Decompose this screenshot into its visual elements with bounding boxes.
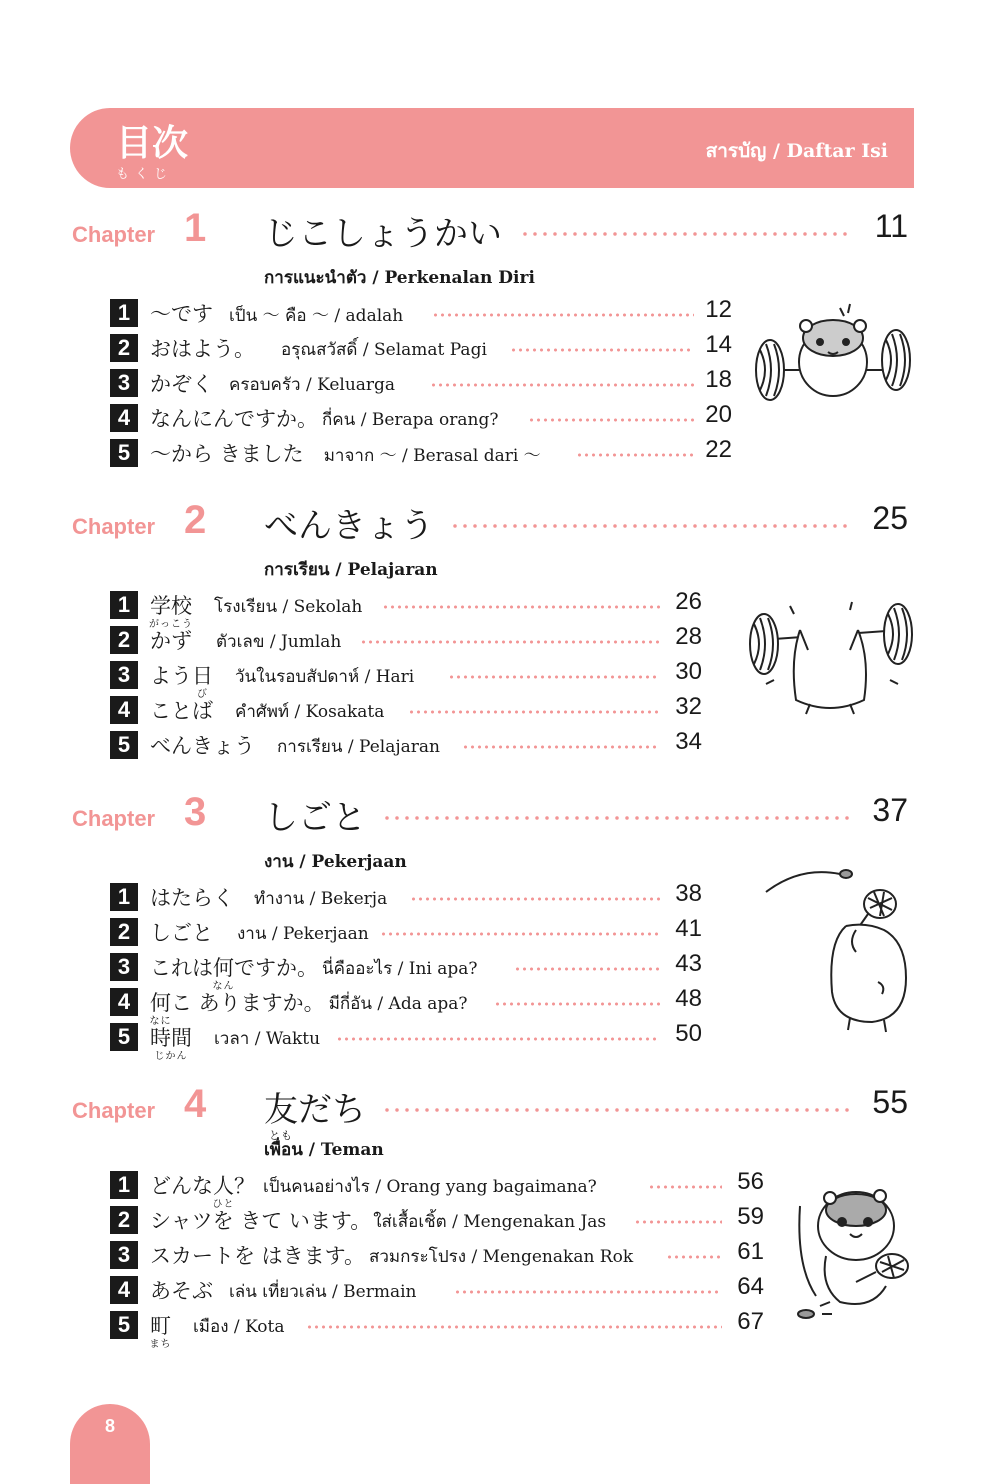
chapter-title: 友 とも だち: [264, 1090, 366, 1142]
header-ruby: もくじ: [116, 167, 174, 182]
lesson-furigana: じかん: [154, 1051, 188, 1062]
lesson-japanese: はたらく: [150, 886, 234, 910]
page-number: 8: [104, 1416, 115, 1436]
lesson-description: เล่น เที่ยวเล่น / Bermain: [229, 1282, 417, 1302]
lesson-japanese: スカートを はきます。: [150, 1244, 365, 1268]
lesson-leader-dots: [528, 418, 694, 422]
lesson-number-badge: 4: [110, 696, 138, 724]
lesson-page: 22: [705, 436, 732, 463]
lesson-number-badge: 5: [110, 1311, 138, 1339]
page-number-tab: [70, 1404, 150, 1484]
lesson-description: ครอบครัว / Keluarga: [229, 375, 396, 395]
lesson-leader-dots: [634, 1220, 722, 1224]
header-translation: สารบัญ / Daftar Isi: [705, 140, 888, 162]
lesson-number-badge: 2: [110, 334, 138, 362]
chapter-leader-dots: [450, 524, 852, 528]
lesson-leader-dots: [510, 348, 694, 352]
chapter-page: 37: [872, 792, 908, 828]
hamster-weightlifting-icon: [748, 300, 918, 420]
header-title: 目次: [116, 123, 189, 164]
chapter-title: じこしょうかい: [264, 214, 502, 254]
lesson-leader-dots: [336, 1037, 660, 1041]
lesson-description: เป็น 〜 คือ 〜 / adalah: [229, 306, 404, 326]
lesson-furigana: び: [197, 689, 208, 700]
lesson-leader-dots: [462, 745, 660, 749]
lesson-number-badge: 4: [110, 1276, 138, 1304]
lesson-description: นี่คืออะไร / Ini apa?: [322, 959, 478, 979]
lesson-leader-dots: [666, 1255, 722, 1259]
lesson-number-badge: 5: [110, 439, 138, 467]
lesson-kanji: 町 まち: [149, 1314, 172, 1350]
lesson-description: วันในรอบสัปดาห์ / Hari: [235, 667, 415, 687]
lesson-page: 50: [675, 1020, 702, 1047]
lesson-description: สวมกระโปรง / Mengenakan Rok: [369, 1247, 634, 1267]
chapter-title: しごと: [264, 798, 366, 838]
lesson-kanji: 人 ひと: [212, 1174, 235, 1210]
lesson-page: 41: [675, 915, 702, 942]
lesson-leader-dots: [494, 1002, 660, 1006]
lesson-leader-dots: [430, 383, 694, 387]
lesson-number-badge: 4: [110, 404, 138, 432]
lesson-leader-dots: [380, 932, 660, 936]
hamster-weightlifting-back-icon: [740, 600, 920, 720]
lesson-leader-dots: [514, 967, 660, 971]
chapter-page: 55: [872, 1084, 908, 1120]
lesson-page: 12: [705, 296, 732, 323]
lesson-leader-dots: [382, 605, 660, 609]
chapter-label: Chapter: [72, 1098, 156, 1123]
lesson-japanese: おはよう。: [150, 337, 255, 361]
lesson-page: 20: [705, 401, 732, 428]
lesson-japanese: 〜から きました: [150, 442, 304, 466]
lesson-number-badge: 3: [110, 369, 138, 397]
chapter-number: 2: [184, 498, 207, 542]
lesson-number-badge: 1: [110, 299, 138, 327]
lesson-description: ใส่เสื้อเชิ้ต / Mengenakan Jas: [373, 1212, 607, 1232]
lesson-furigana: まち: [149, 1339, 172, 1350]
lesson-leader-dots: [648, 1185, 722, 1189]
chapter-label: Chapter: [72, 806, 156, 831]
chapter-title-furigana: とも: [269, 1129, 293, 1142]
lesson-description: ตัวเลข / Jumlah: [216, 632, 342, 652]
lesson-number-badge: 1: [110, 1171, 138, 1199]
lesson-kanji: 時間 じかん: [150, 1026, 192, 1062]
hamster-badminton-swing-icon: [796, 1186, 926, 1326]
lesson-page: 34: [675, 728, 702, 755]
lesson-page: 32: [675, 693, 702, 720]
lesson-furigana: なに: [149, 1016, 172, 1027]
lesson-number-badge: 3: [110, 661, 138, 689]
lesson-number-badge: 1: [110, 883, 138, 911]
lesson-number-badge: 3: [110, 1241, 138, 1269]
lesson-leader-dots: [408, 710, 660, 714]
lesson-number-badge: 1: [110, 591, 138, 619]
lesson-leader-dots: [576, 453, 694, 457]
lesson-leader-dots: [448, 675, 660, 679]
toc-header: [70, 108, 914, 188]
lesson-page: 30: [675, 658, 702, 685]
lesson-japanese: なんにんですか。: [150, 407, 318, 431]
chapter-leader-dots: [382, 816, 852, 820]
lesson-description: งาน / Pekerjaan: [237, 924, 369, 944]
lesson-number-badge: 2: [110, 626, 138, 654]
chapter-leader-dots: [382, 1108, 852, 1112]
lesson-page: 38: [675, 880, 702, 907]
chapter-number: 4: [184, 1082, 207, 1126]
lesson-description: โรงเรียน / Sekolah: [214, 597, 363, 617]
chapter-subtitle: เพื่อน / Teman: [264, 1140, 384, 1160]
lesson-japanese: かぞく: [150, 372, 213, 396]
lesson-number-badge: 5: [110, 1023, 138, 1051]
lesson-japanese: シャツを きて います。: [150, 1209, 372, 1233]
lesson-page: 64: [737, 1273, 764, 1300]
lesson-page: 43: [675, 950, 702, 977]
lesson-japanese: かず: [150, 629, 192, 653]
lesson-leader-dots: [432, 313, 694, 317]
lesson-furigana: がっこう: [149, 619, 193, 630]
lesson-page: 56: [737, 1168, 764, 1195]
lesson-furigana: なん: [212, 981, 235, 992]
lesson-kanji: 何 なん: [212, 956, 235, 992]
lesson-page: 59: [737, 1203, 764, 1230]
lesson-description: อรุณสวัสดิ์ / Selamat Pagi: [281, 340, 487, 360]
chapter-label: Chapter: [72, 514, 156, 539]
lesson-japanese: 〜です: [150, 302, 213, 326]
chapter-subtitle: การแนะนำตัว / Perkenalan Diri: [264, 268, 535, 288]
lesson-page: 28: [675, 623, 702, 650]
lesson-leader-dots: [360, 640, 660, 644]
lesson-number-badge: 4: [110, 988, 138, 1016]
chapter-label: Chapter: [72, 222, 156, 247]
lesson-number-badge: 3: [110, 953, 138, 981]
lesson-japanese: べんきょう: [150, 734, 255, 758]
lesson-number-badge: 2: [110, 918, 138, 946]
chapter-subtitle: การเรียน / Pelajaran: [264, 560, 438, 580]
lesson-description: เวลา / Waktu: [214, 1029, 321, 1049]
hamster-badminton-icon: [760, 862, 920, 1037]
lesson-kanji: 何 なに: [149, 991, 172, 1027]
chapter-number: 3: [184, 790, 207, 834]
lesson-leader-dots: [410, 897, 660, 901]
lesson-description: การเรียน / Pelajaran: [277, 737, 440, 757]
lesson-furigana: ひと: [212, 1199, 235, 1210]
lesson-description: มาจาก 〜 / Berasal dari 〜: [323, 446, 541, 466]
chapter-title: べんきょう: [264, 506, 434, 546]
chapter-leader-dots: [520, 232, 852, 236]
lesson-japanese: ことば: [150, 699, 213, 723]
lesson-description: กี่คน / Berapa orang?: [322, 410, 499, 430]
lesson-description: เป็นคนอย่างไร / Orang yang bagaimana?: [263, 1177, 597, 1197]
lesson-japanese: しごと: [150, 921, 213, 945]
chapter-subtitle: งาน / Pekerjaan: [264, 852, 407, 872]
chapter-page: 11: [874, 208, 908, 244]
lesson-page: 18: [705, 366, 732, 393]
lesson-kanji: 学校 がっこう: [149, 594, 193, 630]
lesson-leader-dots: [306, 1325, 722, 1329]
lesson-japanese: あそぶ: [150, 1279, 213, 1303]
lesson-page: 14: [705, 331, 732, 358]
lesson-description: คำศัพท์ / Kosakata: [235, 702, 385, 722]
lesson-number-badge: 2: [110, 1206, 138, 1234]
lesson-page: 26: [675, 588, 702, 615]
lesson-description: มีกี่อัน / Ada apa?: [328, 994, 468, 1014]
lesson-number-badge: 5: [110, 731, 138, 759]
chapter-number: 1: [184, 206, 207, 250]
lesson-leader-dots: [454, 1290, 722, 1294]
lesson-page: 61: [737, 1238, 764, 1265]
lesson-kanji: 日 び: [192, 664, 213, 700]
chapter-page: 25: [872, 500, 908, 536]
lesson-page: 67: [737, 1308, 764, 1335]
lesson-page: 48: [675, 985, 702, 1012]
lesson-description: ทำงาน / Bekerja: [254, 889, 388, 909]
lesson-description: เมือง / Kota: [193, 1317, 285, 1337]
